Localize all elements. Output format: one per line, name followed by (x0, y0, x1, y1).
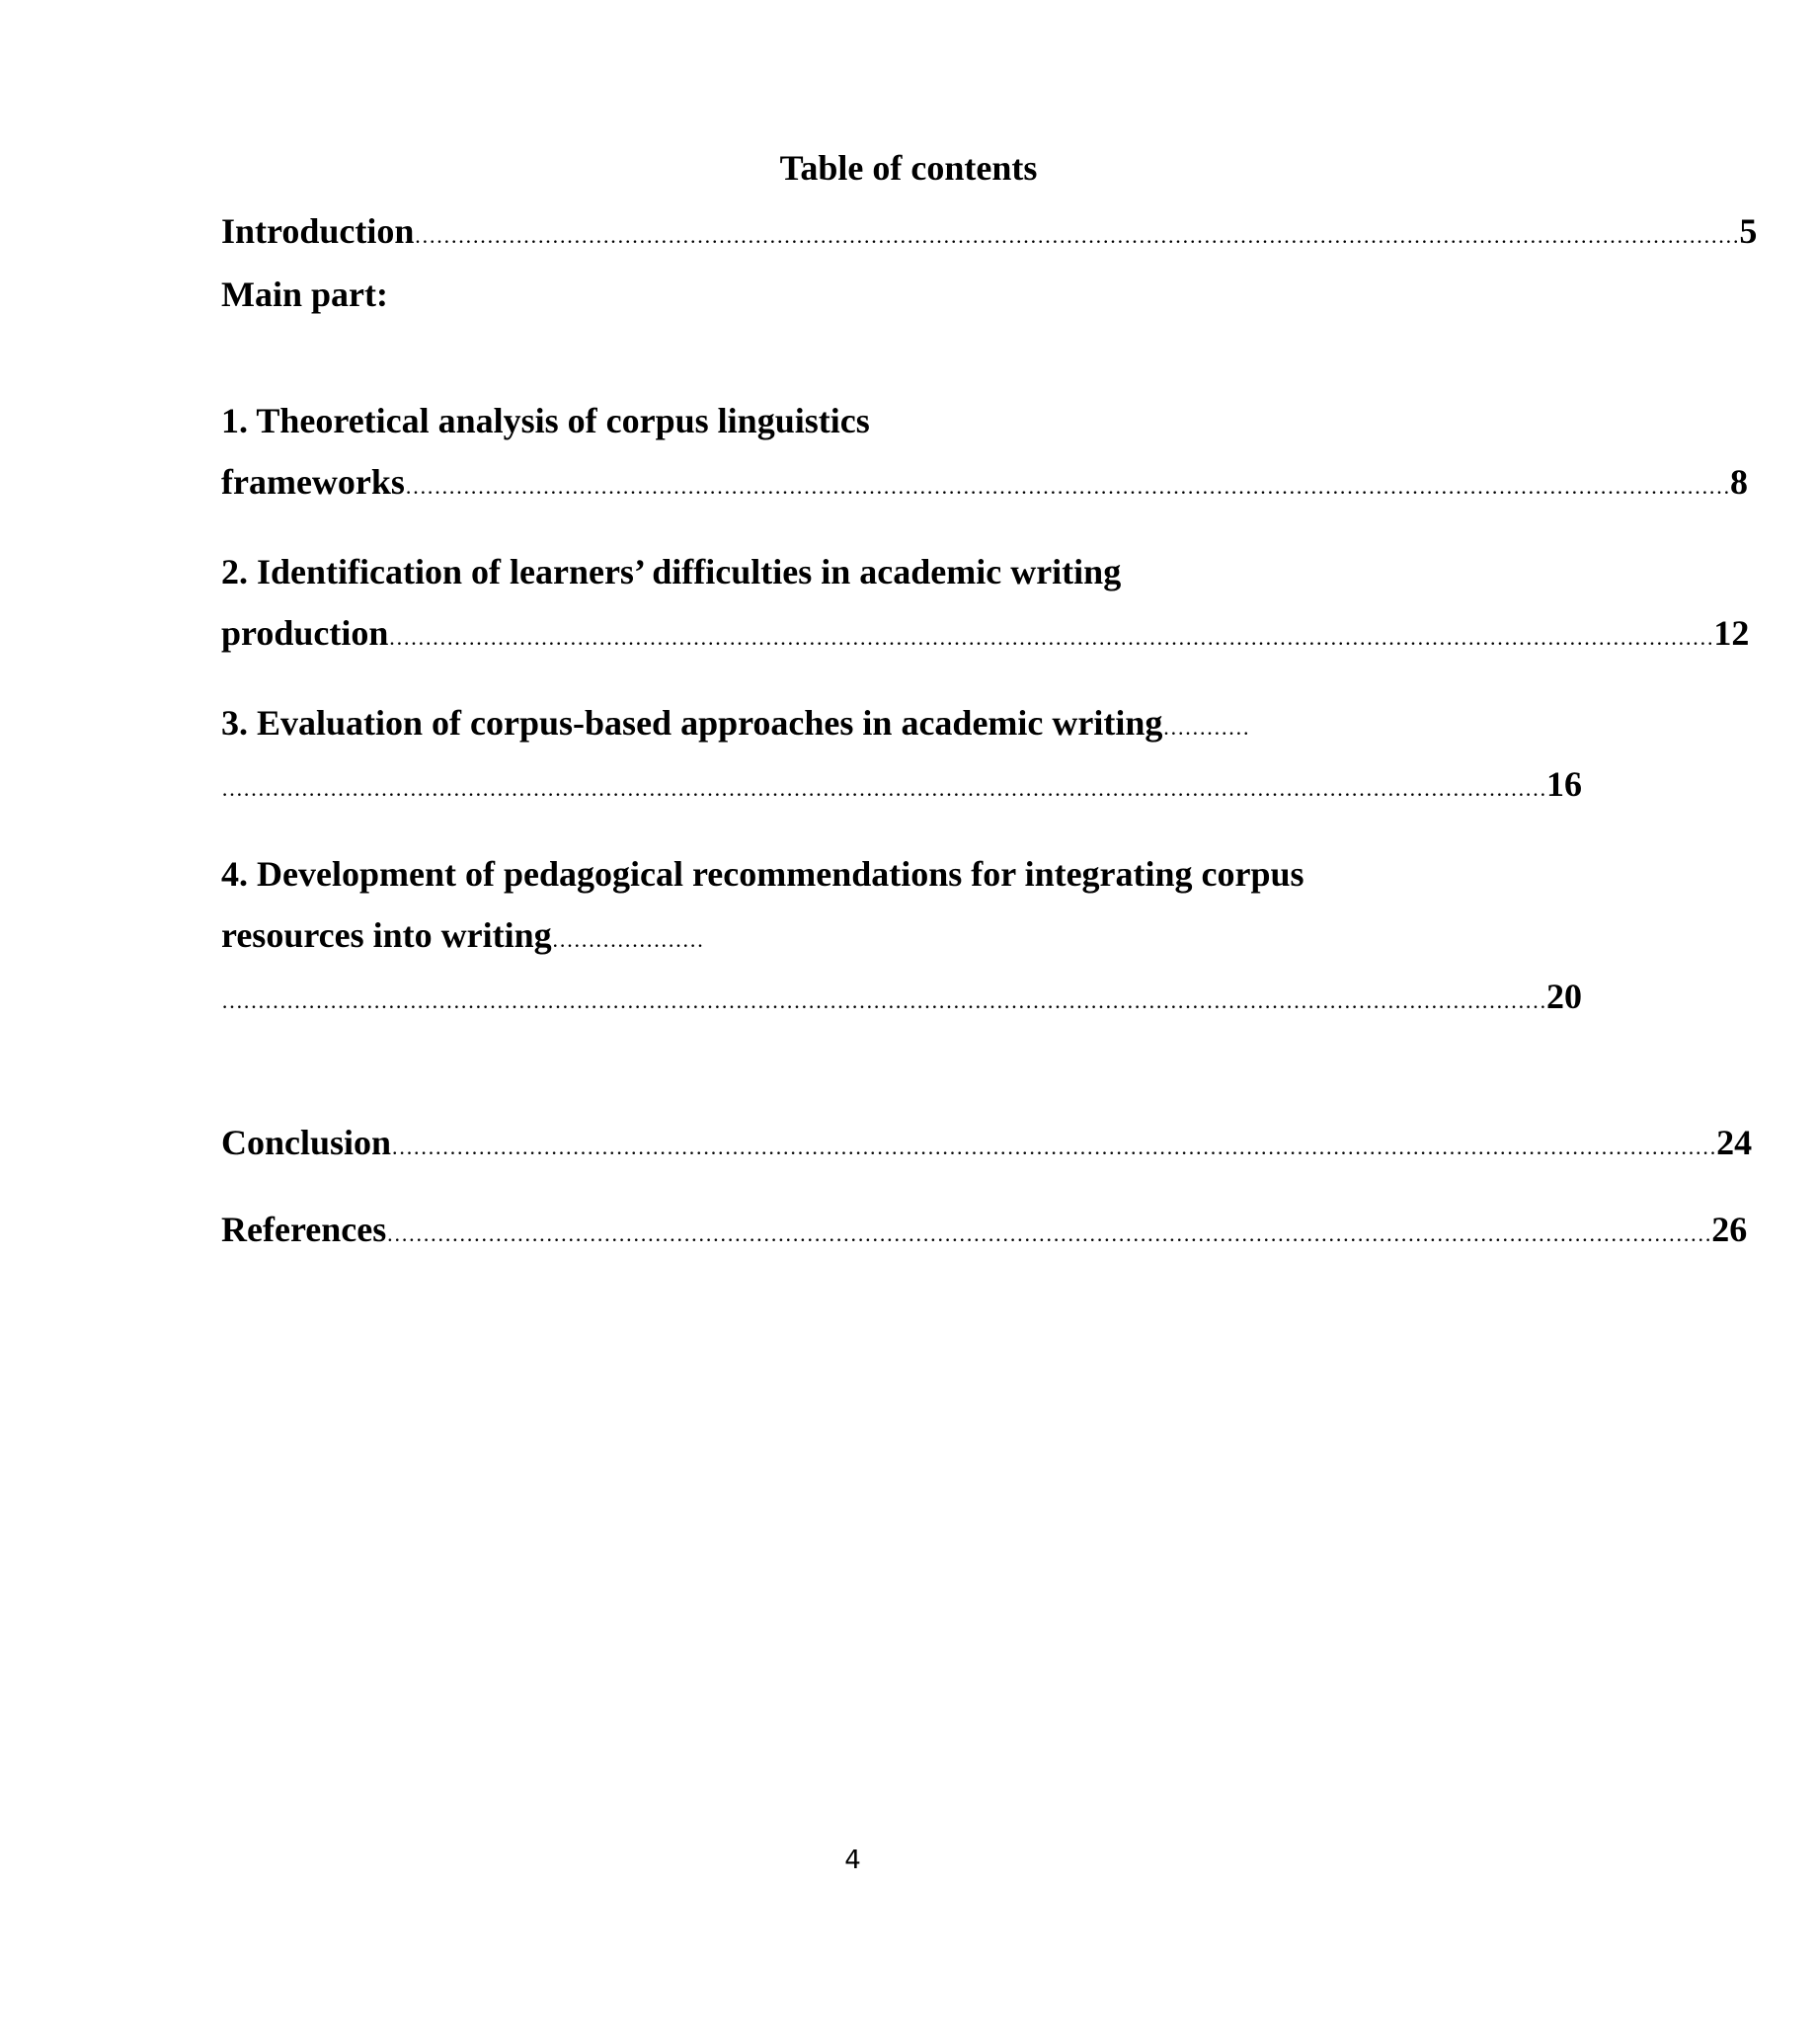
toc-entry-conclusion (221, 1121, 1753, 1169)
toc-entry-page: 5 (1739, 211, 1758, 251)
toc-entry-label: production (221, 613, 389, 653)
dot-leader: ………………………………………………………………………………………………………………………………………………………………… (221, 988, 1546, 1013)
toc-entry-chapter4 (221, 975, 1582, 1023)
toc-entry-chapter1-line1: 1. Theoretical analysis of corpus linguistics (221, 401, 870, 440)
toc-entry-label: Introduction (221, 211, 415, 251)
toc-entry-introduction (221, 209, 1758, 258)
toc-entry-label: Conclusion (221, 1123, 392, 1162)
toc-entry-label: frameworks (221, 462, 405, 502)
toc-entry-chapter4-line2 (221, 913, 704, 962)
page-number: 4 (844, 1846, 861, 1875)
toc-entry-main-part: Main part: (221, 275, 388, 314)
dot-leader: ………………………………………………………………………………………………………………………………………………………………… (388, 625, 1714, 650)
dot-leader: ………………… (551, 927, 704, 952)
dot-leader: ………………………………………………………………………………………………………………………………………………………………… (221, 776, 1546, 801)
dot-leader: ………………………………………………………………………………………………………………………………………………………………… (391, 1135, 1717, 1159)
dot-leader: ………… (1162, 715, 1250, 740)
toc-entry-chapter4-line1: 4. Development of pedagogical recommendations for integrating corpus (221, 854, 1304, 894)
toc-entry-chapter1 (221, 460, 1748, 509)
toc-entry-chapter2-line1: 2. Identification of learners’ difficulties in academic writing (221, 552, 1122, 591)
toc-entry-label: References (221, 1210, 387, 1249)
dot-leader: ………………………………………………………………………………………………………………………………………………………………… (404, 474, 1730, 499)
dot-leader: ………………………………………………………………………………………………………………………………………………………………… (386, 1221, 1712, 1246)
toc-entry-chapter3-line1 (221, 701, 1249, 749)
toc-entry-page: 20 (1546, 977, 1582, 1016)
toc-entry-page: 12 (1713, 613, 1750, 653)
toc-entry-page: 26 (1711, 1210, 1748, 1249)
toc-title: Table of contents (779, 148, 1038, 188)
toc-entry-chapter2 (221, 611, 1750, 660)
toc-entry-label: 3. Evaluation of corpus-based approaches in academic writing (221, 703, 1163, 743)
toc-entry-page: 8 (1729, 462, 1748, 502)
toc-entry-page: 24 (1716, 1123, 1753, 1162)
toc-entry-chapter3 (221, 762, 1582, 811)
toc-entry-page: 16 (1546, 764, 1582, 804)
dot-leader: ………………………………………………………………………………………………………………………………………………………………… (414, 223, 1740, 248)
toc-entry-label: resources into writing (221, 915, 552, 955)
toc-entry-references (221, 1208, 1748, 1256)
